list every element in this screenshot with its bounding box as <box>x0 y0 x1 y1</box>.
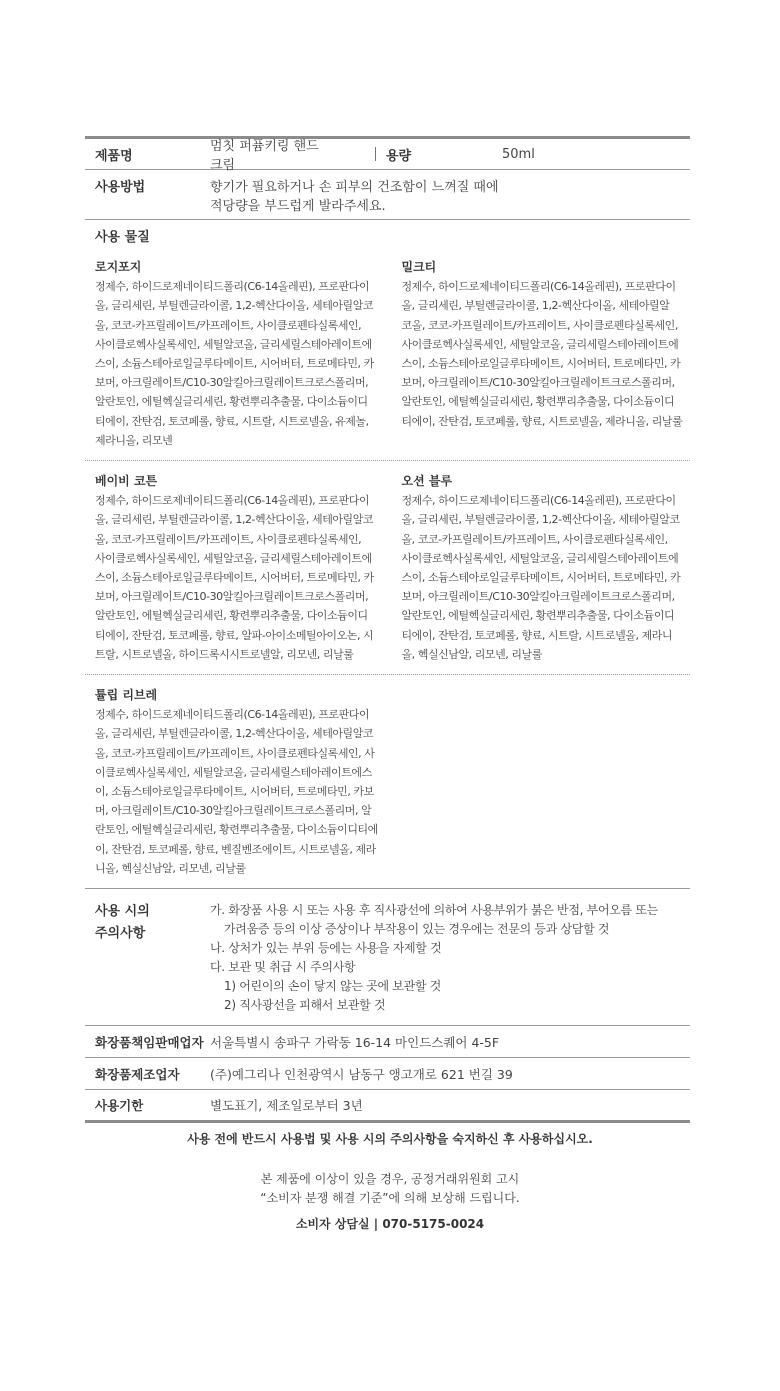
expiry-label: 사용기한 <box>95 1098 144 1114</box>
ingredient-list-line: 스이, 소듐스테아로일글루타메이트, 시어버터, 트로메타민, 카 <box>95 357 374 371</box>
ingredient-list-line: 제라니올, 리모넨 <box>95 433 173 447</box>
manufacturer-label: 화장품제조업자 <box>95 1066 180 1082</box>
ingredient-list-line: 정제수, 하이드로제네이티드폴리(C6-14올레핀), 프로판다이 <box>401 280 676 294</box>
column-separator <box>375 147 376 161</box>
ingredient-name: 튤립 리브레 <box>95 688 158 703</box>
ingredient-list-line: 알란토인, 에틸헥실글리세린, 황련뿌리추출물, 다이소듐이디 <box>401 395 675 409</box>
ingredient-list-line: 티에이, 잔탄검, 토코페롤, 향료, 알파-아이소메틸아이오논, 시 <box>95 628 374 642</box>
ingredient-list-line: 알란토인, 에틸헥실글리세린, 황련뿌리추출물, 다이소듐이디 <box>95 395 368 409</box>
caution-label-line: 사용 시의 <box>95 904 150 920</box>
ingredient-list-line: 사이클로헥사실록세인, 세틸알코올, 글리세릴스테아레이트에 <box>95 337 372 351</box>
usage-notice: 사용 전에 반드시 사용법 및 사용 시의 주의사항을 숙지하신 후 사용하십시오. <box>187 1132 593 1146</box>
caution-text <box>210 901 658 1015</box>
ingredient-list-line: 니올, 헥실신남알, 리모넨, 리날룰 <box>95 861 246 875</box>
manufacturer-value: (주)예그리나 인천광역시 남동구 앵고개로 621 번길 39 <box>210 1066 513 1082</box>
ingredient-list-line: 정제수, 하이드로제네이티드폴리(C6-14올레핀), 프로판다이 <box>401 494 676 508</box>
compensation-line: “소비자 분쟁 해결 기준”에 의해 보상해 드립니다. <box>260 1191 520 1205</box>
ingredients-label: 사용 물질 <box>95 229 150 245</box>
ingredient-list-line: 올, 코코-카프릴레이트/카프레이트, 사이클로펜타실록세인, 사 <box>95 746 375 760</box>
ingredient-list-line: 올, 글리세린, 부틸렌글라이콜, 1,2-헥산다이올, 세테아릴알코 <box>95 299 374 313</box>
usage-text <box>210 178 499 216</box>
ingredient-name: 오션 블루 <box>401 474 453 489</box>
customer-service-contact: 소비자 상담실 | 070-5175-0024 <box>295 1217 485 1231</box>
ingredient-item <box>85 686 385 878</box>
product-name-value: 멈칫 퍼퓸키링 핸드크림 <box>210 139 319 173</box>
ingredient-list-line: 보머, 아크릴레이트/C10-30알킬아크릴레이트크로스폴리머, <box>401 590 675 604</box>
expiry-value: 별도표기, 제조일로부터 3년 <box>210 1098 363 1114</box>
seller-row <box>85 1026 690 1058</box>
seller-value: 서울특별시 송파구 가락동 16-14 마인드스퀘어 4-5F <box>210 1034 500 1050</box>
ingredient-list-line: 이클로헥사실록세인, 세틸알코올, 글리세릴스테아레이트에스 <box>95 765 372 779</box>
ingredient-list-line: 올, 코코-카프릴레이트/카프레이트, 사이클로펜타실록세인, <box>95 532 362 546</box>
ingredient-list-line: 정제수, 하이드로제네이티드폴리(C6-14올레핀), 프로판다이 <box>95 494 370 508</box>
ingredient-list-line: 스이, 소듐스테아로일글루타메이트, 시어버터, 트로메타민, 카 <box>401 571 681 585</box>
caution-row <box>85 889 690 1026</box>
ingredient-list-line: 티에이, 잔탄검, 토코페롤, 향료, 시트랄, 시트로넬올, 제라니 <box>401 628 673 642</box>
ingredient-item <box>392 472 691 664</box>
ingredient-item <box>85 472 384 664</box>
ingredient-name: 로지포지 <box>95 260 142 274</box>
caution-label-line: 주의사항 <box>95 926 146 942</box>
ingredient-list-line: 올, 글리세린, 부틸렌글라이콜, 1,2-헥산다이올, 세테아릴알 <box>401 299 670 313</box>
ingredient-name: 베이비 코튼 <box>95 474 158 489</box>
ingredient-list-line: 보머, 아크릴레이트/C10-30알킬아크릴레이트크로스폴리머, <box>401 376 675 390</box>
ingredient-list-line: 정제수, 하이드로제네이티드폴리(C6-14올레핀), 프로판다이 <box>95 708 370 722</box>
ingredient-list-line: 올, 글리세린, 부틸렌글라이콜, 1,2-헥산다이올, 세테아릴알코 <box>95 727 374 741</box>
product-row <box>85 139 690 173</box>
ingredient-list-line: 머, 아크릴레이트/C10-30알킬아크릴레이트크로스폴리머, 알 <box>95 804 372 818</box>
ingredient-list-line: 이, 소듐스테아로일글루타메이트, 시어버터, 트로메타민, 카보 <box>95 785 374 799</box>
ingredient-list-line: 이, 잔탄검, 토코페롤, 향료, 벤질벤조에이트, 시트로넬올, 제라 <box>95 842 376 856</box>
ingredient-name: 밀크티 <box>401 260 437 274</box>
ingredient-list-line: 란토인, 에틸헥실글리세린, 황련뿌리추출물, 다이소듐이디티에 <box>95 823 378 837</box>
seller-label: 화장품책임판매업자 <box>95 1034 204 1050</box>
ingredient-list-line: 스이, 소듐스테아로일글루타메이트, 시어버터, 트로메타민, 카 <box>95 571 374 585</box>
volume-value: 50ml <box>502 146 535 162</box>
ingredient-row <box>85 675 690 889</box>
caution-line: 2) 직사광선을 피해서 보관할 것 <box>224 998 386 1013</box>
ingredient-list-line: 티에이, 잔탄검, 토코페롤, 향료, 시트랄, 시트로넬올, 유제놀, <box>95 414 369 428</box>
ingredient-list-line: 정제수, 하이드로제네이티드폴리(C6-14올레핀), 프로판다이 <box>95 280 370 294</box>
ingredient-list-line: 보머, 아크릴레이트/C10-30알킬아크릴레이트크로스폴리머, <box>95 590 369 604</box>
product-name-label: 제품명 <box>95 148 133 164</box>
usage-label: 사용방법 <box>95 180 146 195</box>
ingredient-list-line: 사이클로헥사실록세인, 세틸알코올, 글리세릴스테아레이트에 <box>95 551 372 565</box>
usage-row <box>85 170 690 220</box>
ingredient-list-line: 올, 글리세린, 부틸렌글라이콜, 1,2-헥산다이올, 세테아릴알코 <box>401 513 680 527</box>
ingredient-list-line: 스이, 소듐스테아로일글루타메이트, 시어버터, 트로메타민, 카 <box>401 357 681 371</box>
compensation-notice <box>0 1170 780 1208</box>
caution-line: 가려움증 등의 이상 증상이나 부작용이 있는 경우에는 전문의 등과 상담할 것 <box>224 922 610 937</box>
product-info-table <box>85 136 690 1123</box>
ingredient-list-line: 티에이, 잔탄검, 토코페롤, 향료, 시트로넬올, 제라니올, 리날룰 <box>401 414 683 428</box>
usage-line: 향기가 필요하거나 손 피부의 건조함이 느껴질 때에 <box>210 180 499 195</box>
caution-line: 다. 보관 및 취급 시 주의사항 <box>210 960 356 975</box>
caution-line: 나. 상처가 있는 부위 등에는 사용을 자제할 것 <box>210 941 442 956</box>
ingredient-list-line: 올, 코코-카프릴레이트/카프레이트, 사이클로펜타실록세인, <box>401 532 668 546</box>
ingredient-item <box>85 258 384 450</box>
ingredients-grid <box>85 250 690 889</box>
volume-label: 용량 <box>386 148 412 164</box>
ingredient-list-line: 알란토인, 에틸헥실글리세린, 황련뿌리추출물, 다이소듐이디 <box>95 609 368 623</box>
ingredient-list-line: 사이클로헥사실록세인, 세틸알코올, 글리세릴스테아레이트에 <box>401 337 679 351</box>
ingredient-row <box>85 461 690 675</box>
ingredient-list-line: 올, 코코-카프릴레이트/카프레이트, 사이클로펜타실록세인, <box>95 318 362 332</box>
ingredient-row <box>85 258 690 461</box>
ingredient-list-line: 코올, 코코-카프릴레이트/카프레이트, 사이클로펜타실록세인, <box>401 318 678 332</box>
compensation-line: 본 제품에 이상이 있을 경우, 공정거래위원회 고시 <box>260 1172 520 1186</box>
caution-label <box>85 901 210 1015</box>
manufacturer-row <box>85 1058 690 1090</box>
ingredient-list-line: 알란토인, 에틸헥실글리세린, 황련뿌리추출물, 다이소듐이디 <box>401 609 675 623</box>
ingredient-list-line: 보머, 아크릴레이트/C10-30알킬아크릴레이트크로스폴리머, <box>95 376 369 390</box>
ingredient-list-line: 올, 글리세린, 부틸렌글라이콜, 1,2-헥산다이올, 세테아릴알코 <box>95 513 374 527</box>
ingredient-list-line: 올, 헥실신남알, 리모넨, 리날룰 <box>401 647 542 661</box>
ingredient-list-line: 사이클로헥사실록세인, 세틸알코올, 글리세릴스테아레이트에 <box>401 551 679 565</box>
caution-line: 가. 화장품 사용 시 또는 사용 후 직사광선에 의하여 사용부위가 붉은 반점, 부어오름 또는 <box>210 903 658 918</box>
ingredient-item <box>392 258 691 450</box>
usage-line: 적당량을 부드럽게 발라주세요. <box>210 199 386 214</box>
expiry-row <box>85 1090 690 1123</box>
caution-line: 1) 어린이의 손이 닿지 않는 곳에 보관할 것 <box>224 979 441 994</box>
ingredient-list-line: 트랄, 시트로넬올, 하이드록시시트로넬알, 리모넨, 리날룰 <box>95 647 354 661</box>
